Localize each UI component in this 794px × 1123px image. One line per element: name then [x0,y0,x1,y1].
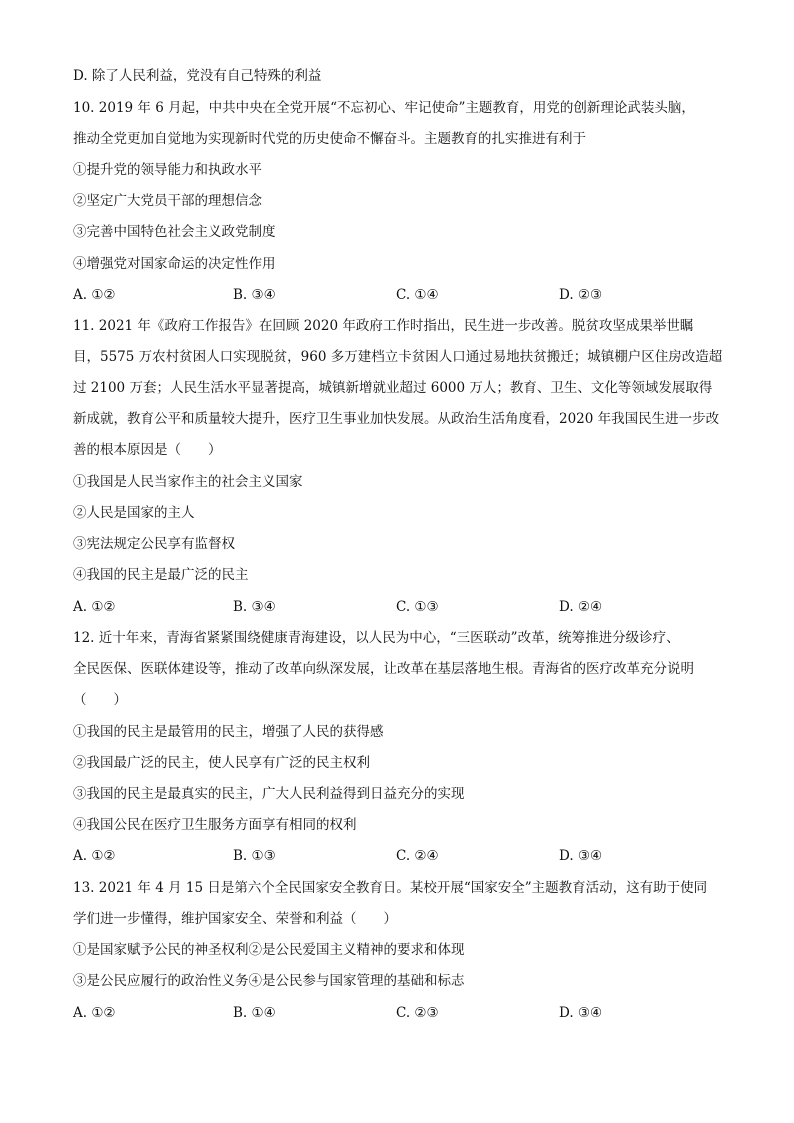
q11-options [73,598,723,616]
q10-stem-line: 10. 2019 年 6 月起，中共中央在全党开展“不忘初心、牢记使命”主题教育，用党的创新理论武装头脑， [73,100,695,116]
q10-options [73,286,723,304]
q11-stem-line: 新成就，教育公平和质量较大提升，医疗卫生事业加快发展。从政治生活角度看，2020 年我国民生进一步改 [73,411,720,427]
q9-option-d: D. 除了人民利益，党没有自己特殊的利益 [73,68,322,84]
q12-option-b: B. ①③ [233,848,276,864]
q10-option-d: D. ②③ [559,287,603,303]
q12-option-d: D. ③④ [559,848,603,864]
q11-stem-line: 过 2100 万套；人民生活水平显著提高，城镇新增就业超过 6000 万人；教育、卫生、文化等领域发展取得 [73,380,713,396]
q10-stem-line: 推动全党更加自觉地为实现新时代党的历史使命不懈奋斗。主题教育的扎实推进有利于 [73,131,586,147]
q10-option-b: B. ③④ [233,287,276,303]
q13-items-line: ③是公民应履行的政治性义务④是公民参与国家管理的基础和标志 [73,973,465,989]
q13-option-d: D. ③④ [559,1005,603,1021]
q10-option-c: C. ①④ [396,287,439,303]
q12-stem-line: （ ） [73,692,127,708]
q12-item: ②我国最广泛的民主，使人民享有广泛的民主权利 [73,755,370,771]
q11-stem-line: 目，5575 万农村贫困人口实现脱贫，960 多万建档立卡贫困人口通过易地扶贫搬迁；城镇棚户区住房改造超 [73,349,723,365]
q12-stem-line: 全民医保、医联体建设等，推动了改革向纵深发展，让改革在基层落地生根。青海省的医疗改革充分说明 [73,661,694,677]
q11-item: ④我国的民主是最广泛的民主 [73,567,249,583]
q12-option-a: A. ①② [73,848,116,864]
q12-option-c: C. ②④ [396,848,439,864]
q11-item: ②人民是国家的主人 [73,505,195,521]
q11-stem-line: 11. 2021 年《政府工作报告》在回顾 2020 年政府工作时指出，民生进一步改善。脱贫攻坚成果举世瞩 [73,318,694,334]
q10-item: ②坚定广大党员干部的理想信念 [73,193,262,209]
q13-options [73,1004,723,1022]
q12-item: ④我国公民在医疗卫生服务方面享有相同的权利 [73,817,357,833]
q11-option-a: A. ①② [73,599,116,615]
q11-stem-line: 善的根本原因是（ ） [73,442,222,458]
q10-item: ④增强党对国家命运的决定性作用 [73,256,276,272]
q13-option-c: C. ②③ [396,1005,439,1021]
q12-item: ③我国的民主是最真实的民主，广大人民利益得到日益充分的实现 [73,786,465,802]
q13-items-line: ①是国家赋予公民的神圣权利②是公民爱国主义精神的要求和体现 [73,942,465,958]
q13-stem-line: 13. 2021 年 4 月 15 日是第六个全民国家安全教育日。某校开展“国家安全”主题教育活动，这有助于使同 [73,880,708,896]
q10-item: ③完善中国特色社会主义政党制度 [73,224,276,240]
q12-item: ①我国的民主是最管用的民主，增强了人民的获得感 [73,724,384,740]
q11-item: ③宪法规定公民享有监督权 [73,536,235,552]
q13-option-b: B. ①④ [233,1005,276,1021]
q12-stem-line: 12. 近十年来，青海省紧紧围绕健康青海建设，以人民为中心，“三医联动”改革，统筹推进分级诊疗、 [73,630,680,646]
q11-item: ①我国是人民当家作主的社会主义国家 [73,474,303,490]
q10-item: ①提升党的领导能力和执政水平 [73,162,262,178]
q11-option-b: B. ③④ [233,599,276,615]
q11-option-c: C. ①③ [396,599,439,615]
q13-stem-line: 学们进一步懂得，维护国家安全、荣誉和利益（ ） [73,911,397,927]
q10-option-a: A. ①② [73,287,116,303]
q12-options [73,847,723,865]
q11-option-d: D. ②④ [559,599,603,615]
q13-option-a: A. ①② [73,1005,116,1021]
